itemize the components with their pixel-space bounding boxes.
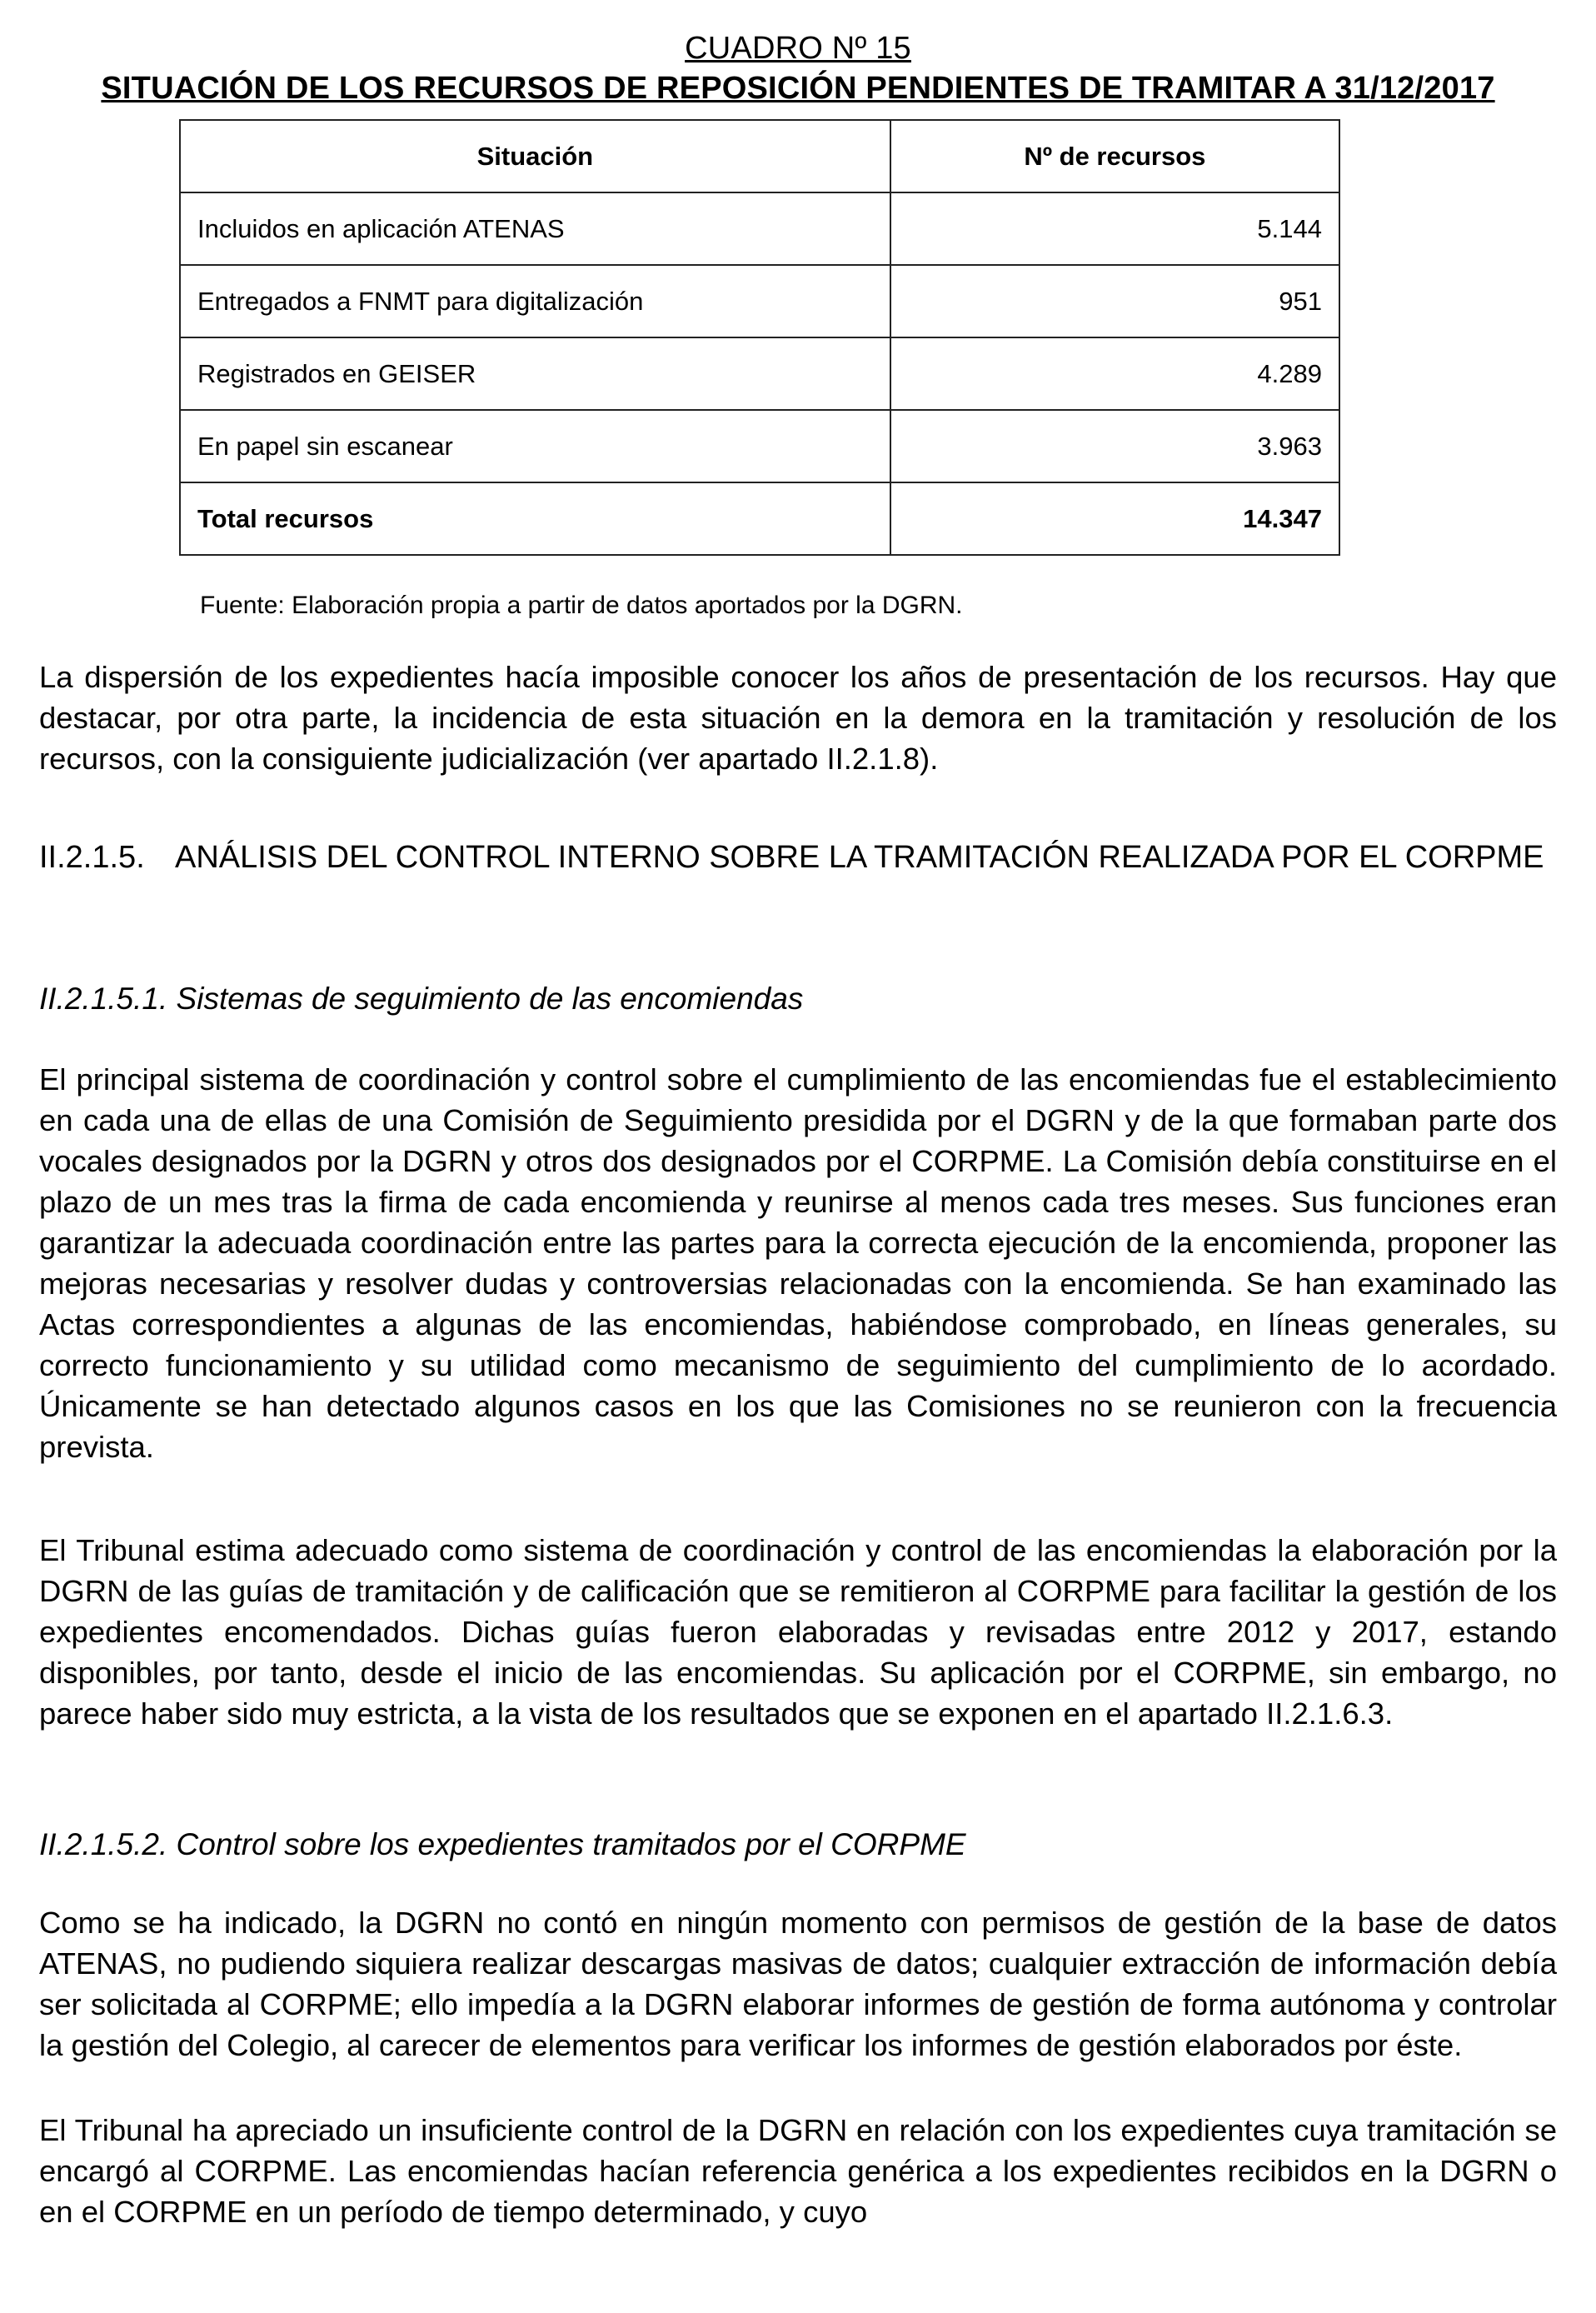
row-value: 5.144 xyxy=(890,192,1339,265)
resources-table xyxy=(179,119,1340,556)
row-value: 951 xyxy=(890,265,1339,337)
table-row xyxy=(180,410,1339,482)
table-row xyxy=(180,265,1339,337)
row-label: Entregados a FNMT para digitalización xyxy=(180,265,890,337)
row-label: Incluidos en aplicación ATENAS xyxy=(180,192,890,265)
table-source-note: Fuente: Elaboración propia a partir de datos aportados por la DGRN. xyxy=(200,592,963,619)
row-value: 3.963 xyxy=(890,410,1339,482)
paragraph-seguimiento: El principal sistema de coordinación y control sobre el cumplimiento de las encomiendas fue el establecimiento en cada una de ellas de una Comisión de Seguimiento presidida por el DGRN y de la que formaban parte dos vocales designados por la DGRN y otros dos designados por el CORPME. La Comisión debía constituirse en el plazo de un mes tras la firma de cada encomienda y reunirse al menos cada tres meses. Sus funciones eran garantizar la adecuada coordinación entre las partes para la correcta ejecución de la encomienda, proponer las mejoras necesarias y resolver dudas y controversias relacionadas con la encomienda. Se han examinado las Actas correspondientes a algunas de las encomiendas, habiéndose comprobado, en líneas generales, su correcto funcionamiento y su utilidad como mecanismo de seguimiento del cumplimiento de lo acordado. Únicamente se han detectado algunos casos en los que las Comisiones no se reunieron con la frecuencia prevista. xyxy=(39,1062,1557,1464)
row-value: 4.289 xyxy=(890,337,1339,410)
row-label: Registrados en GEISER xyxy=(180,337,890,410)
subsection-heading-1: II.2.1.5.1. Sistemas de seguimiento de las encomiendas xyxy=(39,982,804,1016)
section-number: II.2.1.5. xyxy=(39,840,145,875)
paragraph-control: El Tribunal ha apreciado un insuficiente control de la DGRN en relación con los expedientes cuya tramitación se encargó al CORPME. Las encomiendas hacían referencia genérica a los expedientes recibidos en la DGRN o en el CORPME en un período de tiempo determinado, y cuyo xyxy=(39,2113,1557,2229)
table-row xyxy=(180,337,1339,410)
document-page xyxy=(39,28,1557,108)
total-label: Total recursos xyxy=(180,482,890,555)
table-title: SITUACIÓN DE LOS RECURSOS DE REPOSICIÓN PENDIENTES DE TRAMITAR A 31/12/2017 xyxy=(101,71,1495,106)
table-header-row xyxy=(180,120,1339,192)
table-title-number: CUADRO Nº 15 xyxy=(685,31,911,66)
total-value: 14.347 xyxy=(890,482,1339,555)
table-row xyxy=(180,192,1339,265)
column-header-situacion: Situación xyxy=(180,120,890,192)
section-title: ANÁLISIS DEL CONTROL INTERNO SOBRE LA TRAMITACIÓN REALIZADA POR EL CORPME xyxy=(175,840,1544,875)
paragraph-atenas: Como se ha indicado, la DGRN no contó en ningún momento con permisos de gestión de la base de datos ATENAS, no pudiendo siquiera realizar descargas masivas de datos; cualquier extracción de información debía ser solicitada al CORPME; ello impedía a la DGRN elaborar informes de gestión de forma autónoma y controlar la gestión del Colegio, al carecer de elementos para verificar los informes de gestión elaborados por éste. xyxy=(39,1906,1557,2062)
row-label: En papel sin escanear xyxy=(180,410,890,482)
paragraph-guias: El Tribunal estima adecuado como sistema de coordinación y control de las encomiendas la elaboración por la DGRN de las guías de tramitación y de calificación que se remitieron al CORPME para facilitar la gestión de los expedientes encomendados. Dichas guías fueron elaboradas y revisadas entre 2012 y 2017, estando disponibles, por tanto, desde el inicio de las encomiendas. Su aplicación por el CORPME, sin embargo, no parece haber sido muy estricta, a la vista de los resultados que se exponen en el apartado II.2.1.6.3. xyxy=(39,1533,1557,1731)
subsection-heading-2: II.2.1.5.2. Control sobre los expedientes tramitados por el CORPME xyxy=(39,1827,966,1861)
column-header-recursos: Nº de recursos xyxy=(890,120,1339,192)
paragraph-dispersion: La dispersión de los expedientes hacía imposible conocer los años de presentación de los recursos. Hay que destacar, por otra parte, la incidencia de esta situación en la demora en la tramitación y resolución de los recursos, con la consiguiente judicialización (ver apartado II.2.1.8). xyxy=(39,660,1557,776)
table-total-row xyxy=(180,482,1339,555)
